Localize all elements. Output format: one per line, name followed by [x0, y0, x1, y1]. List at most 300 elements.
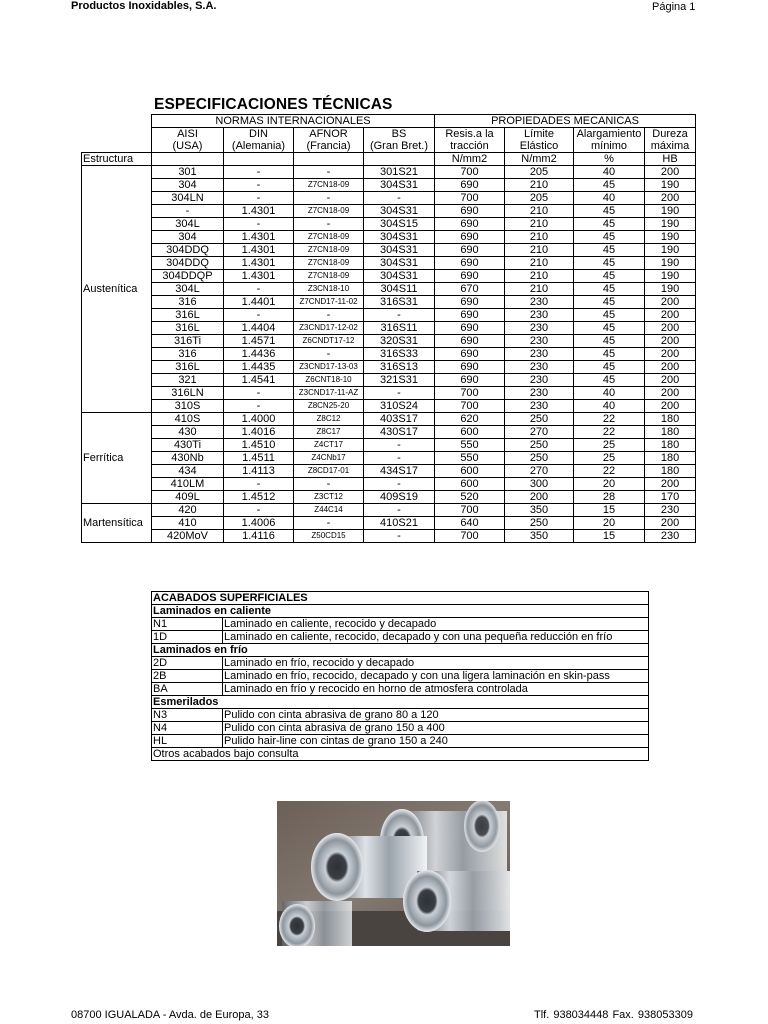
table-cell: 250: [505, 517, 574, 530]
table-cell: 620: [435, 413, 505, 426]
table-cell: 316LN: [152, 387, 224, 400]
table-cell: Z7CN18-09: [294, 179, 364, 192]
finish-code: N1: [152, 618, 223, 631]
table-row: [152, 683, 649, 696]
table-row: [152, 631, 649, 644]
table-cell: 45: [574, 335, 645, 348]
finish-description: Laminado en frío, recocido, decapado y con una ligera laminación en skin-pass: [223, 670, 649, 683]
finish-description: Laminado en caliente, recocido, decapado y con una pequeña reducción en frío: [223, 631, 649, 644]
table-cell: 600: [435, 465, 505, 478]
table-cell: 690: [435, 244, 505, 257]
finish-description: Laminado en frío y recocido en horno de atmosfera controlada: [223, 683, 649, 696]
table-cell: 304S31: [364, 270, 435, 283]
table-cell: 1.4301: [224, 205, 294, 218]
structure-label: Ferrítica: [82, 413, 152, 504]
blank-cell: [82, 140, 152, 153]
table-cell: Z4CNb17: [294, 452, 364, 465]
table-cell: 301: [152, 166, 224, 179]
column-header: tracción: [435, 140, 505, 153]
table-cell: 690: [435, 270, 505, 283]
column-header: (Francia): [294, 140, 364, 153]
table-cell: 180: [645, 452, 696, 465]
table-cell: 350: [505, 530, 574, 543]
table-cell: 1.4512: [224, 491, 294, 504]
table-cell: 190: [645, 231, 696, 244]
table-cell: 410LM: [152, 478, 224, 491]
table-cell: 45: [574, 361, 645, 374]
table-cell: 304S31: [364, 205, 435, 218]
structure-label: Martensítica: [82, 504, 152, 543]
table-row: [152, 592, 649, 605]
table-cell: 690: [435, 348, 505, 361]
table-cell: 420MoV: [152, 530, 224, 543]
table-row: [82, 465, 696, 478]
table-cell: 190: [645, 244, 696, 257]
table-cell: Z4CT17: [294, 439, 364, 452]
table-cell: 200: [645, 296, 696, 309]
table-cell: 304S15: [364, 218, 435, 231]
column-header: DIN: [224, 128, 294, 141]
table-cell: -: [152, 205, 224, 218]
steel-coils-photo: [277, 801, 510, 946]
table-cell: 20: [574, 478, 645, 491]
table-cell: 230: [505, 361, 574, 374]
table-cell: 409L: [152, 491, 224, 504]
table-cell: 430Nb: [152, 452, 224, 465]
table-cell: 15: [574, 530, 645, 543]
column-header: Resis.a la: [435, 128, 505, 141]
estructura-header: Estructura: [82, 153, 152, 166]
table-cell: 690: [435, 309, 505, 322]
table-cell: 1.4511: [224, 452, 294, 465]
group-header-normas: NORMAS INTERNACIONALES: [152, 115, 435, 128]
table-cell: 200: [645, 348, 696, 361]
column-header: (Gran Bret.): [364, 140, 435, 153]
specifications-table: [81, 114, 696, 543]
column-header: máxima: [645, 140, 696, 153]
finish-code: N3: [152, 709, 223, 722]
table-cell: 700: [435, 530, 505, 543]
unit-header: [364, 153, 435, 166]
table-cell: 200: [645, 478, 696, 491]
table-cell: 1.4116: [224, 530, 294, 543]
table-cell: -: [294, 309, 364, 322]
finishes-note: Otros acabados bajo consulta: [152, 748, 649, 761]
table-cell: 310S: [152, 400, 224, 413]
table-row: [82, 231, 696, 244]
finishes-title: ACABADOS SUPERFICIALES: [152, 592, 649, 605]
table-cell: Z3CND17-11-AZ: [294, 387, 364, 400]
table-cell: 1.4510: [224, 439, 294, 452]
table-cell: 1.4016: [224, 426, 294, 439]
table-row: [82, 530, 696, 543]
table-cell: 600: [435, 426, 505, 439]
table-row: [82, 452, 696, 465]
table-cell: -: [294, 192, 364, 205]
table-row: [82, 257, 696, 270]
table-row: [82, 283, 696, 296]
table-cell: 410: [152, 517, 224, 530]
table-cell: -: [294, 478, 364, 491]
table-cell: 304: [152, 231, 224, 244]
table-cell: 430: [152, 426, 224, 439]
finish-group-label: Esmerilados: [152, 696, 649, 709]
table-cell: Z6CNT18-10: [294, 374, 364, 387]
group-header-propiedades: PROPIEDADES MECANICAS: [435, 115, 696, 128]
table-cell: 190: [645, 218, 696, 231]
table-row: [82, 387, 696, 400]
table-cell: 1.4404: [224, 322, 294, 335]
table-cell: 1.4301: [224, 244, 294, 257]
table-cell: 45: [574, 205, 645, 218]
table-cell: 310S24: [364, 400, 435, 413]
unit-header: [152, 153, 224, 166]
table-cell: 22: [574, 465, 645, 478]
table-cell: -: [224, 309, 294, 322]
table-cell: 45: [574, 296, 645, 309]
unit-header: N/mm2: [435, 153, 505, 166]
table-cell: 230: [505, 400, 574, 413]
table-cell: Z3CND17-13-03: [294, 361, 364, 374]
unit-header: N/mm2: [505, 153, 574, 166]
table-cell: 1.4113: [224, 465, 294, 478]
table-cell: 200: [645, 166, 696, 179]
table-cell: 40: [574, 400, 645, 413]
table-cell: 316: [152, 348, 224, 361]
finish-description: Laminado en frío, recocido y decapado: [223, 657, 649, 670]
table-cell: Z7CN18-09: [294, 205, 364, 218]
table-cell: 210: [505, 257, 574, 270]
table-cell: 200: [645, 192, 696, 205]
table-cell: -: [364, 192, 435, 205]
table-cell: Z8C12: [294, 413, 364, 426]
table-cell: 200: [505, 491, 574, 504]
finish-description: Pulido hair-line con cintas de grano 150 a 240: [223, 735, 649, 748]
table-cell: 550: [435, 439, 505, 452]
table-cell: 45: [574, 348, 645, 361]
finish-description: Laminado en caliente, recocido y decapado: [223, 618, 649, 631]
finish-group-label: Laminados en frío: [152, 644, 649, 657]
table-cell: 45: [574, 179, 645, 192]
table-cell: 230: [505, 309, 574, 322]
table-cell: 434: [152, 465, 224, 478]
column-header: BS: [364, 128, 435, 141]
table-row: [82, 439, 696, 452]
table-row: [82, 244, 696, 257]
table-cell: Z6CNDT17-12: [294, 335, 364, 348]
table-cell: 270: [505, 426, 574, 439]
finish-code: 2B: [152, 670, 223, 683]
table-cell: 28: [574, 491, 645, 504]
table-cell: 250: [505, 439, 574, 452]
table-row: [82, 517, 696, 530]
table-row: [82, 400, 696, 413]
table-cell: 210: [505, 283, 574, 296]
table-cell: 190: [645, 179, 696, 192]
table-cell: 205: [505, 166, 574, 179]
table-cell: 190: [645, 270, 696, 283]
column-header: Alargamiento: [574, 128, 645, 141]
table-cell: 304DDQ: [152, 244, 224, 257]
table-cell: Z50CD15: [294, 530, 364, 543]
table-row: [82, 296, 696, 309]
table-cell: Z7CN18-09: [294, 231, 364, 244]
table-row: [82, 413, 696, 426]
table-row: [82, 491, 696, 504]
table-cell: 230: [505, 387, 574, 400]
table-cell: 210: [505, 179, 574, 192]
table-cell: 22: [574, 413, 645, 426]
table-cell: 230: [505, 335, 574, 348]
table-row: [82, 374, 696, 387]
column-header: Dureza: [645, 128, 696, 141]
blank-cell: [82, 115, 152, 128]
table-cell: 690: [435, 335, 505, 348]
table-cell: 550: [435, 452, 505, 465]
table-cell: 180: [645, 439, 696, 452]
footer-address: 08700 IGUALADA - Avda. de Europa, 33: [71, 1009, 269, 1021]
finishes-table: [151, 591, 649, 761]
table-row: [82, 205, 696, 218]
table-cell: 200: [645, 387, 696, 400]
table-cell: -: [224, 218, 294, 231]
table-cell: 690: [435, 205, 505, 218]
table-row: [82, 166, 696, 179]
table-cell: 205: [505, 192, 574, 205]
table-cell: 520: [435, 491, 505, 504]
table-cell: 22: [574, 426, 645, 439]
table-cell: 430S17: [364, 426, 435, 439]
table-cell: 230: [505, 322, 574, 335]
table-cell: 304S31: [364, 244, 435, 257]
table-cell: 640: [435, 517, 505, 530]
table-row: [82, 192, 696, 205]
table-cell: 1.4401: [224, 296, 294, 309]
table-cell: 40: [574, 387, 645, 400]
table-cell: 700: [435, 504, 505, 517]
table-cell: 200: [645, 400, 696, 413]
table-cell: 304S31: [364, 257, 435, 270]
table-row: [152, 644, 649, 657]
table-cell: 350: [505, 504, 574, 517]
table-row: [82, 361, 696, 374]
table-cell: 200: [645, 517, 696, 530]
table-row: [82, 270, 696, 283]
table-cell: -: [294, 348, 364, 361]
table-row: [82, 322, 696, 335]
table-row: [82, 218, 696, 231]
table-cell: 45: [574, 231, 645, 244]
table-row: [152, 748, 649, 761]
table-cell: 600: [435, 478, 505, 491]
table-cell: 304LN: [152, 192, 224, 205]
table-cell: 25: [574, 452, 645, 465]
table-cell: 1.4435: [224, 361, 294, 374]
column-header: Límite: [505, 128, 574, 141]
table-cell: -: [294, 218, 364, 231]
table-cell: 1.4006: [224, 517, 294, 530]
table-row: [82, 504, 696, 517]
table-cell: -: [364, 530, 435, 543]
table-row: [152, 696, 649, 709]
table-cell: 304S11: [364, 283, 435, 296]
table-cell: 200: [645, 335, 696, 348]
table-cell: -: [364, 452, 435, 465]
finish-code: HL: [152, 735, 223, 748]
table-cell: 700: [435, 400, 505, 413]
table-cell: -: [224, 400, 294, 413]
table-row: [152, 618, 649, 631]
table-cell: 230: [645, 530, 696, 543]
page-number: Página 1: [652, 1, 696, 13]
table-cell: 210: [505, 218, 574, 231]
table-cell: 304L: [152, 218, 224, 231]
finish-code: N4: [152, 722, 223, 735]
table-cell: 690: [435, 296, 505, 309]
table-cell: Z7CN18-09: [294, 257, 364, 270]
table-cell: 40: [574, 192, 645, 205]
table-cell: -: [224, 166, 294, 179]
finish-code: 1D: [152, 631, 223, 644]
table-cell: 230: [505, 296, 574, 309]
table-header-row: [82, 115, 696, 128]
table-cell: Z8C17: [294, 426, 364, 439]
table-cell: 230: [505, 348, 574, 361]
table-cell: 45: [574, 270, 645, 283]
table-cell: 700: [435, 387, 505, 400]
table-cell: 300: [505, 478, 574, 491]
table-cell: 210: [505, 231, 574, 244]
table-cell: Z7CND17-11-02: [294, 296, 364, 309]
table-cell: -: [294, 166, 364, 179]
table-cell: 670: [435, 283, 505, 296]
table-row: [152, 657, 649, 670]
table-cell: 690: [435, 218, 505, 231]
table-row: [152, 722, 649, 735]
unit-header: %: [574, 153, 645, 166]
table-cell: 316S33: [364, 348, 435, 361]
column-header: (Alemania): [224, 140, 294, 153]
table-cell: 170: [645, 491, 696, 504]
table-cell: 210: [505, 205, 574, 218]
finish-code: BA: [152, 683, 223, 696]
table-cell: -: [364, 478, 435, 491]
table-row: [152, 605, 649, 618]
table-cell: 45: [574, 257, 645, 270]
table-cell: 200: [645, 309, 696, 322]
table-cell: 410S21: [364, 517, 435, 530]
structure-label: Austenítica: [82, 166, 152, 413]
table-header-row: [82, 153, 696, 166]
table-cell: 690: [435, 361, 505, 374]
table-cell: 180: [645, 413, 696, 426]
column-header: AISI: [152, 128, 224, 141]
table-cell: 316S31: [364, 296, 435, 309]
table-cell: 434S17: [364, 465, 435, 478]
table-cell: 210: [505, 244, 574, 257]
table-cell: -: [364, 309, 435, 322]
table-cell: 316L: [152, 309, 224, 322]
table-cell: 320S31: [364, 335, 435, 348]
table-cell: 316Ti: [152, 335, 224, 348]
table-cell: -: [364, 439, 435, 452]
table-cell: 316L: [152, 322, 224, 335]
table-cell: 45: [574, 218, 645, 231]
table-cell: 45: [574, 374, 645, 387]
table-cell: 1.4541: [224, 374, 294, 387]
table-cell: 430Ti: [152, 439, 224, 452]
table-cell: 316L: [152, 361, 224, 374]
table-cell: 190: [645, 205, 696, 218]
table-cell: 304L: [152, 283, 224, 296]
table-cell: Z3CN18-10: [294, 283, 364, 296]
table-row: [82, 478, 696, 491]
table-cell: 210: [505, 270, 574, 283]
table-cell: 304DDQP: [152, 270, 224, 283]
table-cell: 200: [645, 374, 696, 387]
table-cell: Z8CN25-20: [294, 400, 364, 413]
footer-contact: Tlf. 938034448 Fax. 938053309: [534, 1009, 693, 1021]
table-cell: Z7CN18-09: [294, 244, 364, 257]
table-row: [82, 348, 696, 361]
unit-header: HB: [645, 153, 696, 166]
table-cell: 690: [435, 257, 505, 270]
finish-description: Pulido con cinta abrasiva de grano 80 a 120: [223, 709, 649, 722]
table-cell: 403S17: [364, 413, 435, 426]
table-row: [82, 426, 696, 439]
table-cell: 316: [152, 296, 224, 309]
unit-header: [294, 153, 364, 166]
table-header-row: [82, 140, 696, 153]
table-cell: 190: [645, 257, 696, 270]
table-cell: -: [294, 517, 364, 530]
finish-code: 2D: [152, 657, 223, 670]
table-row: [152, 735, 649, 748]
table-cell: 410S: [152, 413, 224, 426]
table-cell: 1.4436: [224, 348, 294, 361]
table-cell: 420: [152, 504, 224, 517]
company-name: Productos Inoxidables, S.A.: [71, 0, 217, 12]
table-cell: 1.4301: [224, 257, 294, 270]
table-cell: 45: [574, 244, 645, 257]
finish-description: Pulido con cinta abrasiva de grano 150 a 400: [223, 722, 649, 735]
table-cell: 304: [152, 179, 224, 192]
table-cell: 409S19: [364, 491, 435, 504]
table-cell: Z3CND17-12-02: [294, 322, 364, 335]
table-cell: Z44C14: [294, 504, 364, 517]
table-cell: -: [224, 387, 294, 400]
table-cell: 180: [645, 465, 696, 478]
table-cell: 321S31: [364, 374, 435, 387]
table-cell: 304S31: [364, 179, 435, 192]
table-cell: 45: [574, 283, 645, 296]
table-cell: 230: [505, 374, 574, 387]
table-cell: 690: [435, 374, 505, 387]
table-cell: 700: [435, 166, 505, 179]
table-cell: 180: [645, 426, 696, 439]
table-cell: 25: [574, 439, 645, 452]
table-cell: 45: [574, 309, 645, 322]
table-cell: Z3CT12: [294, 491, 364, 504]
table-cell: -: [364, 504, 435, 517]
table-cell: 250: [505, 413, 574, 426]
table-cell: 250: [505, 452, 574, 465]
table-row: [82, 309, 696, 322]
table-cell: -: [364, 387, 435, 400]
table-cell: 1.4301: [224, 231, 294, 244]
blank-cell: [82, 128, 152, 141]
table-cell: -: [224, 504, 294, 517]
